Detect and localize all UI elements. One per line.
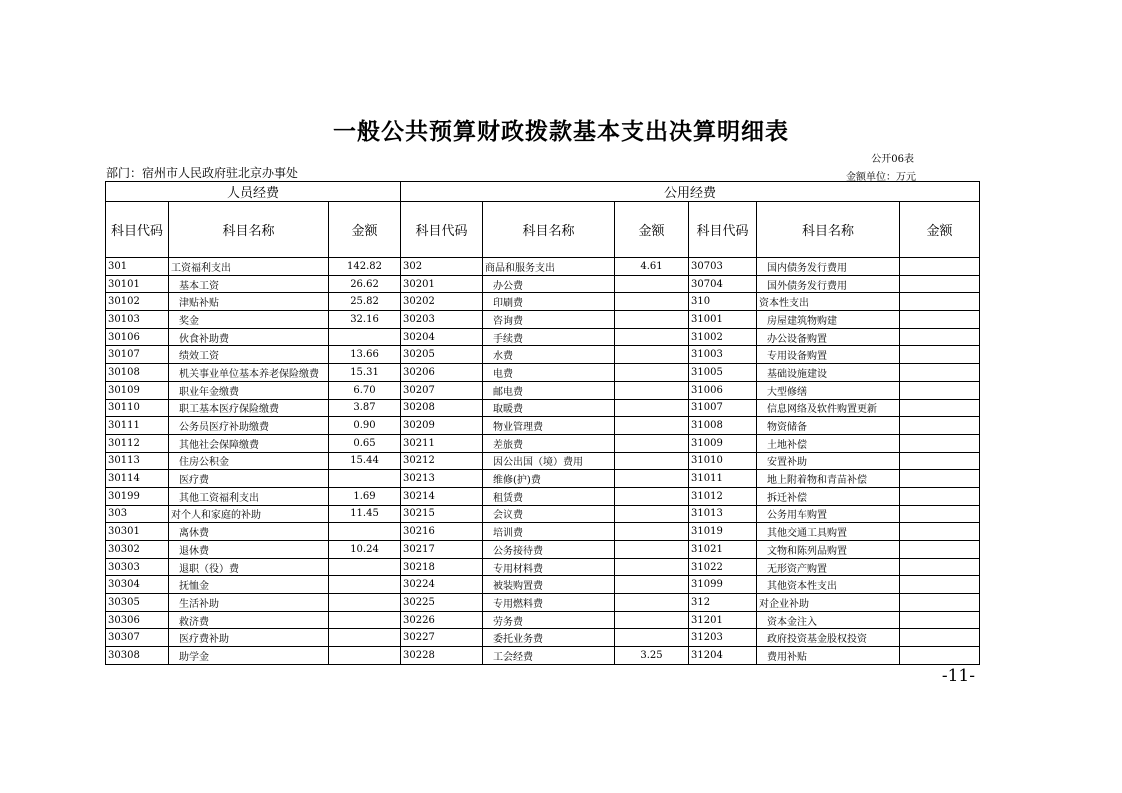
table-row xyxy=(106,594,980,612)
subject-name: 生活补助 xyxy=(169,594,329,612)
subject-name: 劳务费 xyxy=(483,611,615,629)
subject-name: 维修(护)费 xyxy=(483,470,615,488)
amount xyxy=(615,541,689,559)
amount: 26.62 xyxy=(329,275,401,293)
subject-code: 31008 xyxy=(689,417,757,435)
subject-code: 31099 xyxy=(689,576,757,594)
subject-name: 奖金 xyxy=(169,311,329,329)
table-row xyxy=(106,434,980,452)
subject-code: 312 xyxy=(689,594,757,612)
amount xyxy=(329,647,401,665)
subject-name: 印刷费 xyxy=(483,293,615,311)
amount xyxy=(615,275,689,293)
amount xyxy=(615,328,689,346)
table-row xyxy=(106,541,980,559)
amount xyxy=(615,611,689,629)
subject-code: 30226 xyxy=(401,611,483,629)
amount: 13.66 xyxy=(329,346,401,364)
amount xyxy=(615,434,689,452)
amount xyxy=(615,364,689,382)
amount: 6.70 xyxy=(329,381,401,399)
amount xyxy=(329,576,401,594)
col-code: 科目代码 xyxy=(401,202,483,258)
subject-name: 公务员医疗补助缴费 xyxy=(169,417,329,435)
amount xyxy=(900,434,980,452)
subject-name: 绩效工资 xyxy=(169,346,329,364)
col-name: 科目名称 xyxy=(757,202,900,258)
amount xyxy=(900,647,980,665)
table-row xyxy=(106,364,980,382)
subject-code: 30114 xyxy=(106,470,169,488)
subject-name: 咨询费 xyxy=(483,311,615,329)
amount xyxy=(615,470,689,488)
group-public: 公用经费 xyxy=(401,182,980,202)
amount: 11.45 xyxy=(329,505,401,523)
amount: 10.24 xyxy=(329,541,401,559)
col-amount: 金额 xyxy=(900,202,980,258)
table-row xyxy=(106,275,980,293)
subject-name: 其他社会保障缴费 xyxy=(169,434,329,452)
group-personnel: 人员经费 xyxy=(106,182,401,202)
subject-name: 物业管理费 xyxy=(483,417,615,435)
amount xyxy=(615,505,689,523)
subject-code: 31022 xyxy=(689,558,757,576)
subject-name: 房屋建筑物购建 xyxy=(757,311,900,329)
subject-name: 电费 xyxy=(483,364,615,382)
subject-code: 30304 xyxy=(106,576,169,594)
table-row xyxy=(106,505,980,523)
subject-name: 会议费 xyxy=(483,505,615,523)
amount xyxy=(329,470,401,488)
subject-name: 手续费 xyxy=(483,328,615,346)
subject-code: 31006 xyxy=(689,381,757,399)
amount xyxy=(615,417,689,435)
table-row xyxy=(106,558,980,576)
amount xyxy=(900,293,980,311)
amount xyxy=(615,558,689,576)
amount xyxy=(329,558,401,576)
subject-name: 医疗费补助 xyxy=(169,629,329,647)
subject-name: 公务用车购置 xyxy=(757,505,900,523)
table-row xyxy=(106,417,980,435)
subject-code: 30106 xyxy=(106,328,169,346)
amount xyxy=(615,346,689,364)
table-row xyxy=(106,293,980,311)
subject-code: 30111 xyxy=(106,417,169,435)
subject-code: 30199 xyxy=(106,487,169,505)
subject-code: 30102 xyxy=(106,293,169,311)
subject-code: 31013 xyxy=(689,505,757,523)
subject-name: 退休费 xyxy=(169,541,329,559)
subject-name: 取暖费 xyxy=(483,399,615,417)
subject-name: 职业年金缴费 xyxy=(169,381,329,399)
subject-code: 31003 xyxy=(689,346,757,364)
expenditure-table xyxy=(105,181,980,665)
subject-code: 30209 xyxy=(401,417,483,435)
table-row xyxy=(106,647,980,665)
amount: 32.16 xyxy=(329,311,401,329)
subject-name: 专用材料费 xyxy=(483,558,615,576)
subject-name: 其他交通工具购置 xyxy=(757,523,900,541)
subject-code: 30202 xyxy=(401,293,483,311)
subject-code: 302 xyxy=(401,258,483,276)
amount xyxy=(329,611,401,629)
subject-code: 30308 xyxy=(106,647,169,665)
table-row xyxy=(106,523,980,541)
subject-name: 安置补助 xyxy=(757,452,900,470)
amount: 3.25 xyxy=(615,647,689,665)
table-row xyxy=(106,487,980,505)
subject-name: 大型修缮 xyxy=(757,381,900,399)
subject-name: 基本工资 xyxy=(169,275,329,293)
amount xyxy=(615,399,689,417)
subject-name: 租赁费 xyxy=(483,487,615,505)
subject-name: 对企业补助 xyxy=(757,594,900,612)
amount xyxy=(329,523,401,541)
amount xyxy=(615,311,689,329)
subject-code: 30302 xyxy=(106,541,169,559)
table-row xyxy=(106,311,980,329)
subject-code: 30217 xyxy=(401,541,483,559)
table-row xyxy=(106,328,980,346)
subject-name: 对个人和家庭的补助 xyxy=(169,505,329,523)
subject-name: 信息网络及软件购置更新 xyxy=(757,399,900,417)
subject-name: 拆迁补偿 xyxy=(757,487,900,505)
subject-code: 30306 xyxy=(106,611,169,629)
subject-code: 30211 xyxy=(401,434,483,452)
table-row xyxy=(106,452,980,470)
col-amount: 金额 xyxy=(615,202,689,258)
subject-code: 30703 xyxy=(689,258,757,276)
amount: 15.31 xyxy=(329,364,401,382)
subject-name: 差旅费 xyxy=(483,434,615,452)
subject-code: 30212 xyxy=(401,452,483,470)
amount xyxy=(615,523,689,541)
col-code: 科目代码 xyxy=(689,202,757,258)
amount: 15.44 xyxy=(329,452,401,470)
subject-name: 公务接待费 xyxy=(483,541,615,559)
amount xyxy=(615,293,689,311)
amount xyxy=(900,311,980,329)
amount xyxy=(329,594,401,612)
amount xyxy=(900,594,980,612)
subject-name: 专用燃料费 xyxy=(483,594,615,612)
subject-name: 助学金 xyxy=(169,647,329,665)
subject-code: 31201 xyxy=(689,611,757,629)
subject-name: 邮电费 xyxy=(483,381,615,399)
subject-name: 津贴补贴 xyxy=(169,293,329,311)
amount xyxy=(900,452,980,470)
table-row xyxy=(106,611,980,629)
subject-code: 30307 xyxy=(106,629,169,647)
subject-code: 31007 xyxy=(689,399,757,417)
subject-code: 31203 xyxy=(689,629,757,647)
subject-name: 土地补偿 xyxy=(757,434,900,452)
table-row xyxy=(106,629,980,647)
amount xyxy=(900,275,980,293)
subject-name: 住房公积金 xyxy=(169,452,329,470)
amount xyxy=(900,611,980,629)
amount xyxy=(615,576,689,594)
subject-name: 商品和服务支出 xyxy=(483,258,615,276)
subject-name: 无形资产购置 xyxy=(757,558,900,576)
subject-code: 31001 xyxy=(689,311,757,329)
column-header-row xyxy=(106,202,980,258)
subject-code: 30224 xyxy=(401,576,483,594)
subject-code: 30107 xyxy=(106,346,169,364)
subject-code: 31005 xyxy=(689,364,757,382)
subject-code: 30203 xyxy=(401,311,483,329)
form-number: 公开06表 xyxy=(871,154,914,165)
amount xyxy=(900,258,980,276)
table-row xyxy=(106,346,980,364)
table-row xyxy=(106,381,980,399)
subject-code: 30301 xyxy=(106,523,169,541)
amount xyxy=(329,629,401,647)
subject-name: 资本性支出 xyxy=(757,293,900,311)
subject-name: 退职（役）费 xyxy=(169,558,329,576)
subject-name: 机关事业单位基本养老保险缴费 xyxy=(169,364,329,382)
subject-code: 30216 xyxy=(401,523,483,541)
subject-name: 抚恤金 xyxy=(169,576,329,594)
subject-code: 31021 xyxy=(689,541,757,559)
amount xyxy=(900,576,980,594)
subject-name: 水费 xyxy=(483,346,615,364)
table-body xyxy=(106,258,980,665)
subject-name: 国外债务发行费用 xyxy=(757,275,900,293)
amount xyxy=(900,487,980,505)
subject-code: 30103 xyxy=(106,311,169,329)
subject-code: 31009 xyxy=(689,434,757,452)
subject-code: 30227 xyxy=(401,629,483,647)
subject-name: 文物和陈列品购置 xyxy=(757,541,900,559)
subject-code: 30207 xyxy=(401,381,483,399)
amount xyxy=(900,558,980,576)
amount xyxy=(900,470,980,488)
amount xyxy=(900,523,980,541)
table-row xyxy=(106,399,980,417)
amount: 4.61 xyxy=(615,258,689,276)
subject-code: 30225 xyxy=(401,594,483,612)
table-row xyxy=(106,258,980,276)
subject-code: 30206 xyxy=(401,364,483,382)
amount: 1.69 xyxy=(329,487,401,505)
amount xyxy=(615,487,689,505)
amount xyxy=(615,629,689,647)
amount xyxy=(900,399,980,417)
amount xyxy=(900,629,980,647)
subject-code: 31011 xyxy=(689,470,757,488)
subject-name: 职工基本医疗保险缴费 xyxy=(169,399,329,417)
subject-name: 因公出国（境）费用 xyxy=(483,452,615,470)
group-header-row xyxy=(106,182,980,202)
department-label: 部门：宿州市人民政府驻北京办事处 xyxy=(106,166,299,180)
amount xyxy=(900,328,980,346)
subject-name: 基础设施建设 xyxy=(757,364,900,382)
subject-code: 301 xyxy=(106,258,169,276)
subject-name: 费用补贴 xyxy=(757,647,900,665)
subject-code: 30303 xyxy=(106,558,169,576)
amount xyxy=(900,417,980,435)
page-title: 一般公共预算财政拨款基本支出决算明细表 xyxy=(333,118,789,145)
subject-code: 30704 xyxy=(689,275,757,293)
table-row xyxy=(106,576,980,594)
subject-name: 伙食补助费 xyxy=(169,328,329,346)
subject-name: 被装购置费 xyxy=(483,576,615,594)
subject-code: 30214 xyxy=(401,487,483,505)
subject-code: 30201 xyxy=(401,275,483,293)
subject-code: 30108 xyxy=(106,364,169,382)
subject-name: 专用设备购置 xyxy=(757,346,900,364)
amount-unit-label: 金额单位：万元 xyxy=(846,172,916,183)
table-row xyxy=(106,470,980,488)
subject-code: 30109 xyxy=(106,381,169,399)
subject-code: 310 xyxy=(689,293,757,311)
col-name: 科目名称 xyxy=(169,202,329,258)
subject-code: 30208 xyxy=(401,399,483,417)
amount xyxy=(900,541,980,559)
subject-code: 30305 xyxy=(106,594,169,612)
subject-code: 30215 xyxy=(401,505,483,523)
subject-code: 31002 xyxy=(689,328,757,346)
amount xyxy=(900,346,980,364)
subject-code: 30205 xyxy=(401,346,483,364)
subject-code: 30204 xyxy=(401,328,483,346)
amount: 25.82 xyxy=(329,293,401,311)
col-name: 科目名称 xyxy=(483,202,615,258)
amount: 3.87 xyxy=(329,399,401,417)
subject-name: 离休费 xyxy=(169,523,329,541)
subject-code: 30112 xyxy=(106,434,169,452)
col-code: 科目代码 xyxy=(106,202,169,258)
subject-code: 31019 xyxy=(689,523,757,541)
amount xyxy=(900,505,980,523)
subject-code: 30110 xyxy=(106,399,169,417)
amount xyxy=(900,381,980,399)
col-amount: 金额 xyxy=(329,202,401,258)
subject-name: 物资储备 xyxy=(757,417,900,435)
subject-code: 30228 xyxy=(401,647,483,665)
subject-name: 办公设备购置 xyxy=(757,328,900,346)
page-number: -11- xyxy=(941,666,975,686)
amount xyxy=(615,452,689,470)
subject-code: 31012 xyxy=(689,487,757,505)
subject-name: 其他资本性支出 xyxy=(757,576,900,594)
amount xyxy=(615,381,689,399)
subject-code: 30213 xyxy=(401,470,483,488)
subject-name: 办公费 xyxy=(483,275,615,293)
subject-name: 工会经费 xyxy=(483,647,615,665)
subject-code: 31010 xyxy=(689,452,757,470)
subject-name: 政府投资基金股权投资 xyxy=(757,629,900,647)
subject-name: 其他工资福利支出 xyxy=(169,487,329,505)
subject-code: 30218 xyxy=(401,558,483,576)
subject-name: 培训费 xyxy=(483,523,615,541)
subject-name: 国内债务发行费用 xyxy=(757,258,900,276)
subject-name: 地上附着物和青苗补偿 xyxy=(757,470,900,488)
subject-code: 31204 xyxy=(689,647,757,665)
subject-name: 医疗费 xyxy=(169,470,329,488)
amount xyxy=(900,364,980,382)
subject-name: 工资福利支出 xyxy=(169,258,329,276)
amount xyxy=(329,328,401,346)
subject-code: 303 xyxy=(106,505,169,523)
subject-name: 委托业务费 xyxy=(483,629,615,647)
amount: 142.82 xyxy=(329,258,401,276)
amount: 0.90 xyxy=(329,417,401,435)
subject-code: 30113 xyxy=(106,452,169,470)
subject-name: 救济费 xyxy=(169,611,329,629)
subject-name: 资本金注入 xyxy=(757,611,900,629)
amount: 0.65 xyxy=(329,434,401,452)
subject-code: 30101 xyxy=(106,275,169,293)
amount xyxy=(615,594,689,612)
